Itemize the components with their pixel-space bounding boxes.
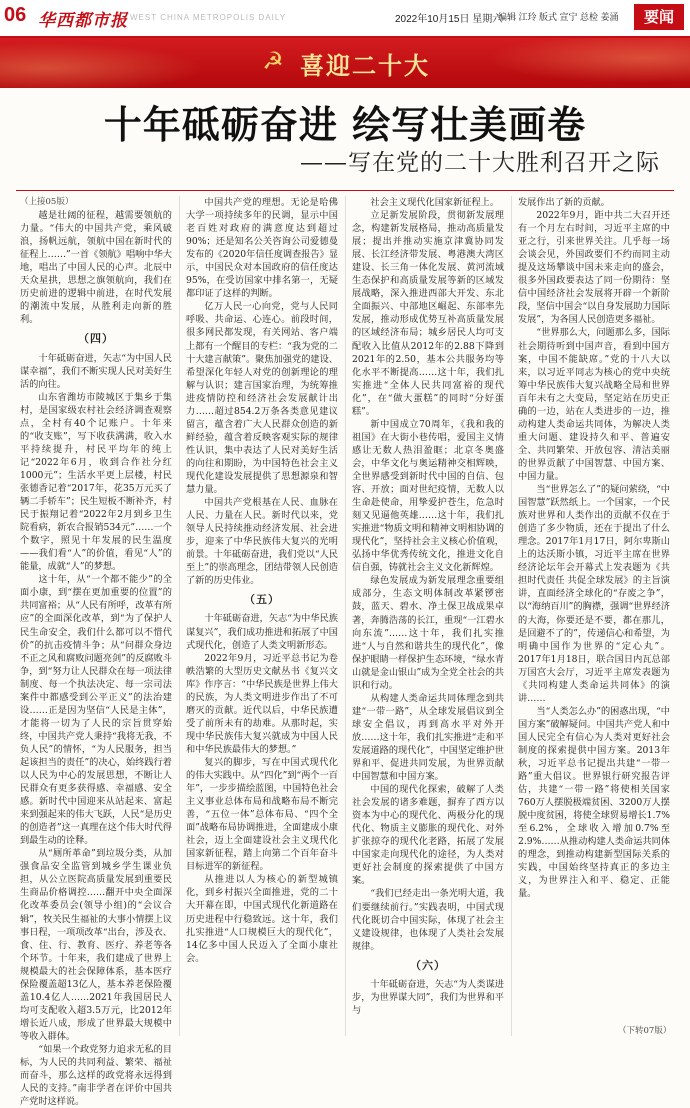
section-heading: （四） [78, 332, 114, 346]
paragraph: 这十年，从“一个都不能少”的全面小康，到“摆在更加重要的位置”的共同富裕；从“人民有所呼，改革有所应”的全面深化改革，到“为了保护人民生命安全，我们什么都可以不惜代价”的抗击疫情斗争；从“问群众身边不正之风和腐败问题亮剑”的反腐败斗争，到“努力让人民群众在每一项法律制度、每一个执法决定、每一宗司法案件中都感受到公平正义”的法治建设……正是因为坚信“人民是主体”，才能将一切为了人民的宗旨贯穿始终，中国共产党人秉持“我将无我，不负人民”的情怀，“为人民服务，担当起该担当的责任”的决心，始终践行着以人民为中心的发展思想，不断让人民群众有更多获得感、幸福感、安全感。新时代中国迎来从站起来、富起来到强起来的伟大飞跃，人民“是历史的创造者”这一真理在这个伟大时代得到最生动的诠释。 [20, 574, 172, 847]
paragraph: 从推进以人为核心的新型城镇化，到乡村振兴全面推进，党的二十大开幕在即，中国式现代化新道路在历史进程中行稳致远。这十年，我们扎实推进“人口规模巨大的现代化”，14亿多中国人民迈入了全面小康社会。 [186, 874, 338, 964]
paragraph: 当“世界怎么了”的疑问萦绕，“中国智慧”跃然纸上。一个国家，一个民族对世界和人类作出的贡献不仅在于创造了多少物质，还在于提出了什么理念。2017年1月17日，阿尔卑斯山上的达沃斯小镇，习近平主席在世界经济论坛年会开幕式上发表题为《共担时代责任 共促全球发展》的主旨演讲，直面经济全球化的“存废之争”，以“海纳百川”的胸襟，强调“世界经济的大海，你要还是不要，都在那儿，是回避不了的”，传递信心和希望，为明确中国作为世界的“定心丸”。2017年1月18日，联合国日内瓦总部万国宫大会厅，习近平主席发表题为《共同构建人类命运共同体》的演讲…… [518, 484, 670, 704]
paragraph: 亿万人民一心向党，党与人民同呼吸、共命运、心连心。前段时间，很多网民都发现，有关网站、客户端上都有一个醒目的专栏：“我为党的二十大建言献策”。聚焦加强党的建设、希望深化年轻人对党的创新理论的理解与认识；建言国家治理，为统筹推进疫情防控和经济社会发展献计出力……超过854.2万条各类意见建议留言，蕴含着广大人民群众创造的新鲜经验，蕴含着反映客观实际的规律性认识，集中表达了人民对美好生活的向往和期盼，为中国特色社会主义现代化建设发展提供了思想源泉和智慧力量。 [186, 301, 338, 496]
party-emblem-icon: ☭ [262, 47, 284, 75]
paragraph: 复兴的脚步，写在中国式现代化的伟大实践中。从“四化”到“两个一百年”，一步步描绘蓝图，中国特色社会主义事业总体布局和战略布局不断完善，“五位一体”总体布局、“四个全面”战略布局协调推进，全面建成小康社会，迈上全面建设社会主义现代化国家新征程，踏上向第二个百年奋斗目标进军的新征程。 [186, 756, 338, 873]
page-number: 06 [4, 4, 27, 26]
paragraph: 发展作出了新的贡献。 [518, 197, 610, 208]
continued-to-note: （下转07版） [618, 1026, 672, 1036]
paragraph: 2022年9月，距中共二大召开还有一个月左右时间，习近平主席的中亚之行，引来世界关注。几乎每一场会谈会见，外国政要们不约而同主动提及这场攀谈中国未来走向的盛会，很多外国政要表达了同一份期待：坚信中国经济社会发展将开辟一个新阶段，坚信中国会“以自身发展助力国际发展”，为各国人民创造更多福祉。 [518, 210, 670, 326]
article-column-3 [352, 196, 504, 1036]
paragraph: 中国共产党根基在人民、血脉在人民、力量在人民。新时代以来，党领导人民持续推动经济发展、社会进步，迎来了中华民族伟大复兴的光明前景。十年砥砺奋进，我们党以“人民至上”的崇高理念，团结带领人民创造了新的历史伟业。 [186, 497, 338, 587]
paragraph: 十年砥砺奋进，矢志“为中国人民谋幸福”，我们不断实现人民对美好生活的向往。 [20, 352, 172, 390]
paragraph: 十年砥砺奋进，矢志“为人类谋进步，为世界谋大同”，我们为世界和平与 [352, 978, 504, 1016]
paragraph: 从构建人类命运共同体理念到共建“一带一路”，从全球发展倡议到全球安全倡议，再到高水平对外开放……这十年，我们扎实推进“走和平发展道路的现代化”，中国坚定维护世界和平、促进共同发展，为世界贡献中国智慧和中国方案。 [352, 692, 504, 783]
column-divider [345, 196, 346, 1036]
paragraph: 新中国成立70周年，《我和我的祖国》在大街小巷传唱，爱国主义情感让无数人热泪盈眶；北京冬奥盛会，中华文化与奥运精神交相辉映，全世界感受到新时代中国的自信、包容、开放；面对世纪疫情，无数人以生命赴使命，用挚爱护苍生，危急时刻又见逼他英雄……这十年，我们扎实推进“物质文明和精神文明相协调的现代化”，坚持社会主义核心价值观，弘扬中华优秀传统文化，推进文化自信自强，铸就社会主义文化新辉煌。 [352, 418, 504, 574]
paragraph: 社会主义现代化国家新征程上。 [370, 197, 500, 208]
section-heading: （五） [244, 593, 280, 607]
paragraph: 中国的现代化探索，破解了人类社会发展的诸多难题，摒弃了西方以资本为中心的现代化、两极分化的现代化、物质主义膨胀的现代化、对外扩张掠夺的现代化老路，拓展了发展中国家走向现代化的途径，为人类对更好社会制度的探索提供了中国方案。 [352, 784, 504, 887]
staff-credits: 编辑 江玲 版式 宣宁 总检 姜涌 [498, 12, 619, 22]
column-divider [179, 196, 180, 1036]
article-column-1 [20, 196, 172, 1108]
paragraph: 十年砥砺奋进，矢志“为中华民族谋复兴”，我们成功推进和拓展了中国式现代化，创造了人类文明新形态。 [186, 613, 338, 651]
paragraph: “我们已经走出一条光明大道，我们要继续前行。”实践表明，中国式现代化既切合中国实际，体现了社会主义建设规律，也体现了人类社会发展规律。 [352, 888, 504, 952]
article-column-2 [186, 196, 338, 1036]
continued-from-note: （上接05版） [20, 197, 74, 207]
paragraph: 越是壮阔的征程，越需要领航的力量。“伟大的中国共产党，乘风破浪，扬帆远航，领航中国在新时代的征程上……”一首《领航》唱响中华大地，唱出了中国人民的心声。北辰中天众星拱，思想之旗领航向，我们在历史前进的逻辑中前进，在时代发展的潮流中发展，从胜利走向新的胜利。 [20, 210, 172, 326]
headline: 十年砥砺奋进 绘写壮美画卷 [103, 103, 587, 147]
paragraph: 山东省潍坊市陵城区于集乡于集村，是国家级农村社会经济调查观察点，全村有40个记账户。十年来的“收支账”，写下收获满满，收入水平持续提升，村民平均年的纯上记“2022年6月，收到合作社分红1000元”；生活水平更上层楼，村民张德香记着“2017年，花35万元买了辆二手轿车”；民生短板不断补齐，村民于振翔记着“2022年2月到乡卫生院看病，新农合报销534元”……一个个数字，照见十年发展的民生温度——我们看“人”的价值，看见“人”的能量，成就“人”的梦想。 [20, 391, 172, 573]
article-column-4 [518, 196, 670, 1036]
paragraph: 立足新发展阶段，贯彻新发展理念，构建新发展格局，推动高质量发展；提出并推动实施京津冀协同发展、长江经济带发展、粤港澳大湾区建设、长三角一体化发展、黄河流域生态保护和高质量发展等新的区域发展战略，深入推进西部大开发、东北全面振兴、中部地区崛起、东部率先发展，推动形成优势互补高质量发展的区域经济布局；城乡居民人均可支配收入比值从2012年的2.88下降到2021年的2.50，基本公共服务均等化水平不断提高……这十年，我们扎实推进“全体人民共同富裕的现代化”，在“做大蛋糕”的同时“分好蛋糕”。 [352, 210, 504, 417]
section-heading: （六） [410, 958, 446, 972]
paper-english-name: WEST CHINA METROPOLIS DAILY [130, 13, 287, 22]
headline-divider [16, 190, 674, 191]
paper-logo: 华西都市报 [38, 11, 128, 31]
banner-decoration-left [0, 38, 230, 88]
paragraph: 中国共产党的理想。无论是哈佛大学一项持续多年的民调，显示中国老百姓对政府的满意度达到超过90%；还是知名公关咨询公司爱德曼发布的《2020年信任度调查报告》显示，中国民众对本国政府的信任度达95%，在受访国家中排名第一，无疑都印证了这样的判断。 [186, 197, 339, 300]
issue-date: 2022年10月15日 星期六 [395, 14, 503, 25]
paragraph: “如果一个政党努力追求无私的目标，为人民的共同利益、繁荣、福祉而奋斗，那么这样的政党将永远得到人民的支持。”南非学者在评价中国共产党时这样说。 [20, 1044, 172, 1108]
paragraph: 当“人类怎么办”的困惑出现，“中国方案”破解疑问。中国共产党人和中国人民完全有信心为人类对更好社会制度的探索提供中国方案。2013年秋，习近平总书记提出共建“一带一路”重大倡议。世界银行研究报告评估，共建“一带一路”将使相关国家760万人摆脱极端贫困、3200万人摆脱中度贫困，将使全球贸易增长1.7%至6.2%，全球收入增加0.7%至2.9%……从推动构建人类命运共同体的理念，到推动构建新型国际关系的实践，中国始终坚持真正的多边主义，为世界注入和平、稳定、正能量。 [518, 705, 670, 900]
section-label: 要闻 [634, 4, 684, 30]
banner-decoration-right [460, 38, 690, 88]
paragraph: 从“厕所革命”到垃圾分类，从加强食品安全监管到城乡学生课业负担，从公立医院高质量发展到重要民生商品价格调控……翻开中央全面深化改革委员会(领导小组)的“会议合辑”，牧关民生福祉的大事小情摆上议事日程，一项项改革“出台，涉及衣、食、住、行、教育、医疗、养老等各个环节。十年来，我们建成了世界上规模最大的社会保障体系，基本医疗保险覆盖超13亿人，基本养老保险覆盖10.4亿人……2021年我国居民人均可支配收入超3.5万元，比2012年增长近八成，形成了世界最大规模中等收入群体。 [20, 848, 172, 1042]
masthead [0, 0, 690, 39]
paragraph: 绿色发展成为新发展理念重要组成部分，生态文明体制改革紧锣密鼓，蓝天、碧水、净土保卫战成果卓著，奔腾浩荡的长江，重现“一江碧水向东流”……这十年，我们扎实推进“人与自然和谐共生的现代化”，像保护眼睛一样保护生态环境，“绿水青山就是金山银山”成为全党全社会的共识和行动。 [352, 575, 504, 691]
paragraph: 2022年9月，习近平总书记为卷帙浩繁的大型历史文献丛书《复兴文库》作序言：“中华民族是世界上伟大的民族，为人类文明进步作出了不可磨灭的贡献。近代以后，中华民族遭受了前所未有的劫难。从那时起，实现中华民族伟大复兴就成为中国人民和中华民族最伟大的梦想。” [186, 652, 338, 755]
column-divider [511, 196, 512, 1036]
subheadline: ——写在党的二十大胜利召开之际 [300, 150, 660, 176]
paragraph: “世界那么大，问题那么多，国际社会期待听到中国声音，看到中国方案，中国不能缺席。”党的十八大以来，以习近平同志为核心的党中央统筹中华民族伟大复兴战略全局和世界百年未有之大变局，坚定站在历史正确的一边，站在人类进步的一边，推动构建人类命运共同体，为解决人类重大问题、建设持久和平、普遍安全、共同繁荣、开放包容、清洁美丽的世界贡献了中国智慧、中国方案、中国力量。 [518, 327, 670, 482]
topic-banner [0, 38, 690, 88]
banner-title: 喜迎二十大 [300, 52, 430, 80]
